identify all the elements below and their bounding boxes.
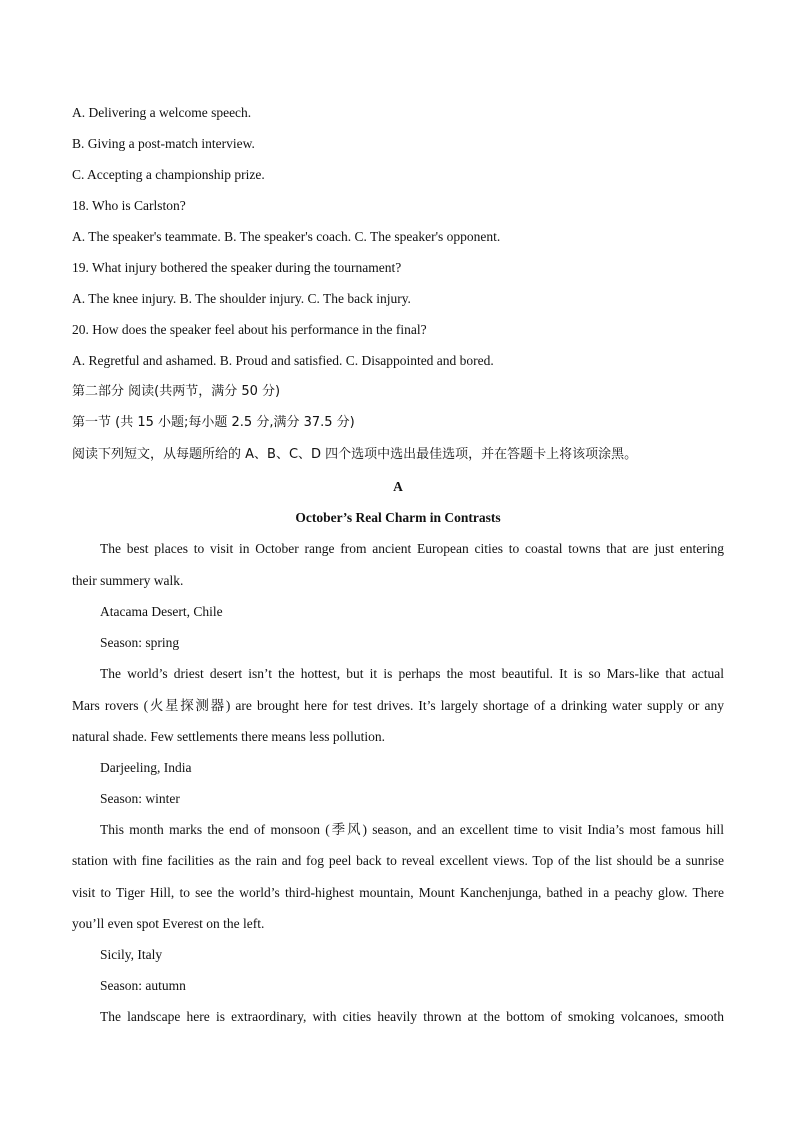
- place3-name: Sicily, Italy: [100, 947, 163, 962]
- place2-name: Darjeeling, India: [100, 760, 192, 775]
- q19-question: 19. What injury bothered the speaker during the tournament?: [72, 260, 402, 275]
- place2-season: Season: winter: [100, 791, 180, 806]
- place1-body-line-3: natural shade. Few settlements there means less pollution.: [72, 729, 386, 744]
- place2-body-line-3: visit to Tiger Hill, to see the world’s third-highest mountain, Mount Kanchenjunga, bathed in a peachy glow. There: [72, 885, 724, 900]
- passage-intro-line-2: their summery walk.: [72, 573, 184, 588]
- place2-body-line-2: station with fine facilities as the rain and fog peel back to reveal excellent views. Top of the list should be a sunrise: [72, 853, 724, 868]
- q17-option-b: B. Giving a post-match interview.: [72, 136, 255, 151]
- section-title: 第二部分 阅读(共两节，满分 50 分): [72, 384, 281, 399]
- q17-option-c: C. Accepting a championship prize.: [72, 167, 265, 182]
- place3-season: Season: autumn: [100, 978, 186, 993]
- place1-body-line-1: The world’s driest desert isn’t the hottest, but it is perhaps the most beautiful. It is so Mars-like that actual: [100, 666, 724, 681]
- place1-name: Atacama Desert, Chile: [100, 604, 223, 619]
- q18-question: 18. Who is Carlston?: [72, 198, 186, 213]
- place1-body-line-2: Mars rovers (火星探测器) are brought here for test drives. It’s largely shortage of a drinking water supply or any: [72, 698, 724, 713]
- q20-options: A. Regretful and ashamed. B. Proud and satisfied. C. Disappointed and bored.: [72, 353, 494, 368]
- q17-option-a: A. Delivering a welcome speech.: [72, 105, 252, 120]
- place1-season: Season: spring: [100, 635, 180, 650]
- passage-letter: A: [393, 479, 403, 494]
- passage-title: October’s Real Charm in Contrasts: [295, 510, 501, 525]
- q18-options: A. The speaker's teammate. B. The speaker's coach. C. The speaker's opponent.: [72, 229, 501, 244]
- place3-body-line-1: The landscape here is extraordinary, with cities heavily thrown at the bottom of smoking volcanoes, smooth: [100, 1009, 724, 1024]
- place2-body-line-4: you’ll even spot Everest on the left.: [72, 916, 265, 931]
- place2-body-line-1: This month marks the end of monsoon (季风) season, and an excellent time to visit India’s most famous hill: [100, 822, 724, 837]
- q20-question: 20. How does the speaker feel about his performance in the final?: [72, 322, 427, 337]
- section-instructions: 阅读下列短文，从每题所给的 A、B、C、D 四个选项中选出最佳选项，并在答题卡上将该项涂黑。: [72, 447, 638, 462]
- passage-intro-line-1: The best places to visit in October range from ancient European cities to coastal towns that are just entering: [100, 541, 724, 556]
- section-part-title: 第一节 (共 15 小题;每小题 2.5 分,满分 37.5 分): [72, 415, 355, 430]
- q19-options: A. The knee injury. B. The shoulder injury. C. The back injury.: [72, 291, 411, 306]
